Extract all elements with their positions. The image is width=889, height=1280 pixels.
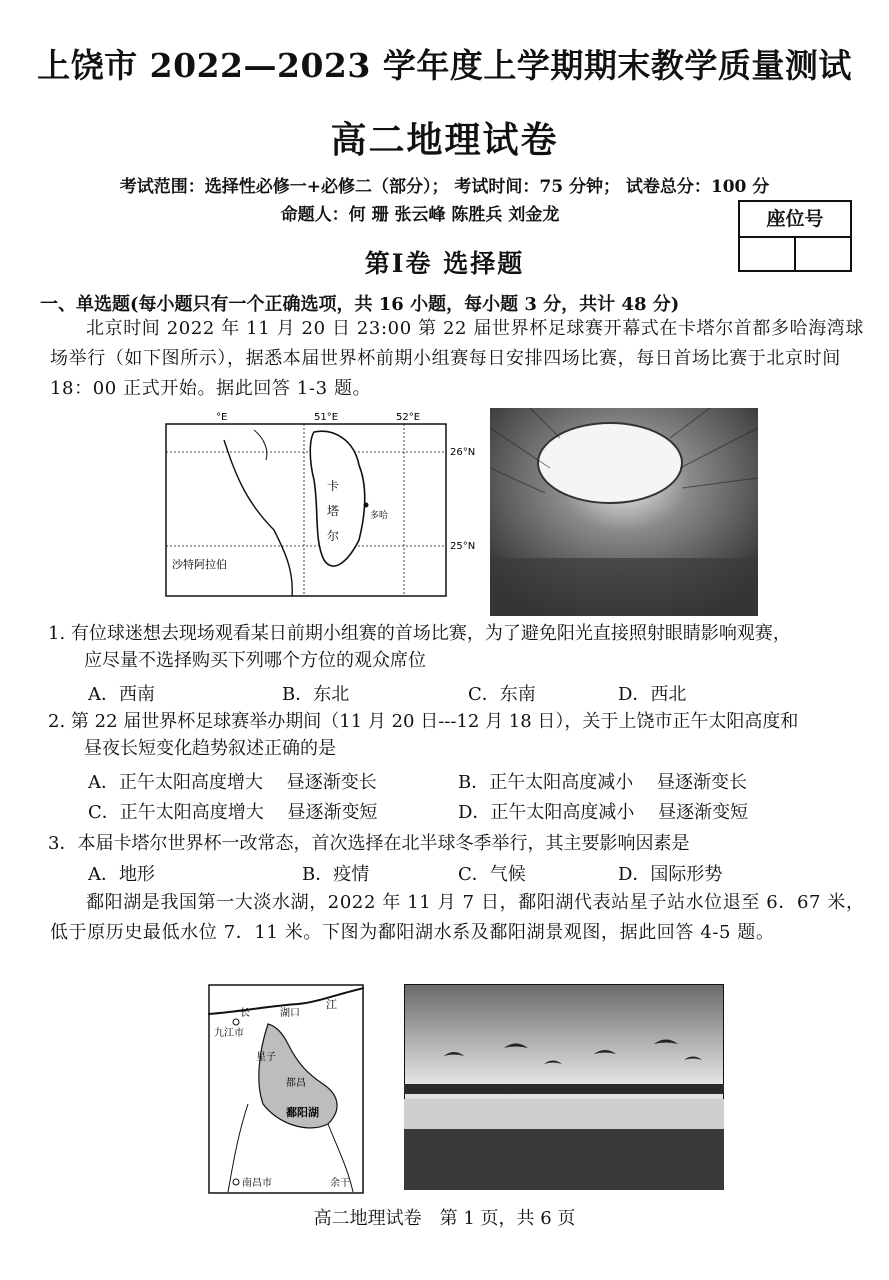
country-label: 卡 bbox=[327, 479, 340, 493]
question-text: 1. 有位球迷想去现场观看某日前期小组赛的首场比赛，为了避免阳光直接照射眼睛影响观赛， bbox=[48, 623, 791, 644]
stadium-photo bbox=[490, 408, 758, 616]
question-text: 2. 第 22 届世界杯足球赛举办期间（11 月 20 日---12 月 18 日），关于上饶市正午太阳高度和 bbox=[48, 711, 799, 732]
option-b[interactable]: B．疫情 bbox=[302, 864, 370, 885]
city-label: 南昌市 bbox=[242, 1178, 272, 1189]
seat-label: 座位号 bbox=[740, 202, 850, 238]
option-a[interactable]: A．西南 bbox=[88, 684, 155, 705]
map-label: 湖口 bbox=[280, 1008, 300, 1019]
lon-label: 52°E bbox=[396, 412, 421, 423]
option-d[interactable]: D．国际形势 bbox=[618, 864, 723, 885]
question-text: 3．本届卡塔尔世界杯一改常态，首次选择在北半球冬季举行，其主要影响因素是 bbox=[48, 833, 690, 854]
passage-2: 鄱阳湖是我国第一大淡水湖，2022 年 11 月 7 日，鄱阳湖代表站星子站水位退至 6．67 米，低于原历史最低水位 7．11 米。下图为鄱阳湖水系及鄱阳湖景观图，据此回答 4-5 题。 bbox=[50, 892, 865, 943]
option-c[interactable]: C．正午太阳高度增大 昼逐渐变短 bbox=[88, 802, 378, 823]
qatar-map bbox=[164, 410, 484, 600]
question-2 bbox=[48, 708, 878, 762]
section-title: 第Ⅰ卷 选择题 bbox=[364, 249, 525, 278]
section-heading: 一、单选题(每小题只有一个正确选项，共 16 小题，每小题 3 分，共计 48 分) bbox=[40, 294, 680, 315]
lon-label: °E bbox=[216, 412, 228, 423]
option-b[interactable]: B．正午太阳高度减小 昼逐渐变长 bbox=[458, 772, 747, 793]
passage-1: 北京时间 2022 年 11 月 20 日 23:00 第 22 届世界杯足球赛开幕式在卡塔尔首都多哈海湾球场举行（如下图所示），据悉本届世界杯前期小组赛每日安排四场比赛，每日首场比赛于北京时间 18：00 正式开始。据此回答 1-3 题。 bbox=[50, 318, 865, 399]
map-label: 星子 bbox=[256, 1052, 276, 1063]
lon-label: 51°E bbox=[314, 412, 339, 423]
city-label-doha: 多哈 bbox=[370, 511, 389, 521]
question-text: 昼夜长短变化趋势叙述正确的是 bbox=[84, 738, 336, 759]
city-label: 九江市 bbox=[214, 1028, 244, 1039]
map-label: 都昌 bbox=[286, 1078, 306, 1089]
option-b[interactable]: B．东北 bbox=[282, 684, 350, 705]
map-label: 长 bbox=[240, 1008, 250, 1019]
poyang-lake-photo bbox=[404, 984, 724, 1190]
poyang-lake-map bbox=[208, 984, 364, 1194]
question-3 bbox=[48, 830, 878, 857]
lat-label: 25°N bbox=[450, 541, 476, 552]
river-label: 江 bbox=[326, 998, 337, 1011]
question-text: 应尽量不选择购买下列哪个方位的观众席位 bbox=[84, 650, 426, 671]
option-c[interactable]: C．东南 bbox=[468, 684, 536, 705]
option-c[interactable]: C．气候 bbox=[458, 864, 526, 885]
country-label: 塔 bbox=[327, 504, 340, 518]
exam-subtitle: 高二地理试卷 bbox=[330, 119, 559, 161]
option-a[interactable]: A．地形 bbox=[88, 864, 155, 885]
country-label: 尔 bbox=[327, 529, 340, 543]
question-1 bbox=[48, 620, 878, 674]
option-d[interactable]: D．正午太阳高度减小 昼逐渐变短 bbox=[458, 802, 749, 823]
exam-authors: 命题人：何 珊 张云峰 陈胜兵 刘金龙 bbox=[280, 205, 560, 225]
map-label: 余干 bbox=[330, 1178, 350, 1189]
lake-label: 鄱阳湖 bbox=[286, 1106, 319, 1119]
country-label-saudi: 沙特阿拉伯 bbox=[172, 558, 227, 571]
option-d[interactable]: D．西北 bbox=[618, 684, 687, 705]
option-a[interactable]: A．正午太阳高度增大 昼逐渐变长 bbox=[88, 772, 377, 793]
lat-label: 26°N bbox=[450, 447, 476, 458]
exam-title: 上饶市 2022—2023 学年度上学期期末教学质量测试 bbox=[37, 46, 852, 85]
page-footer: 高二地理试卷 第 1 页，共 6 页 bbox=[313, 1208, 576, 1229]
exam-info: 考试范围：选择性必修一+必修二（部分）； 考试时间：75 分钟； 试卷总分：100 分 bbox=[119, 177, 770, 197]
